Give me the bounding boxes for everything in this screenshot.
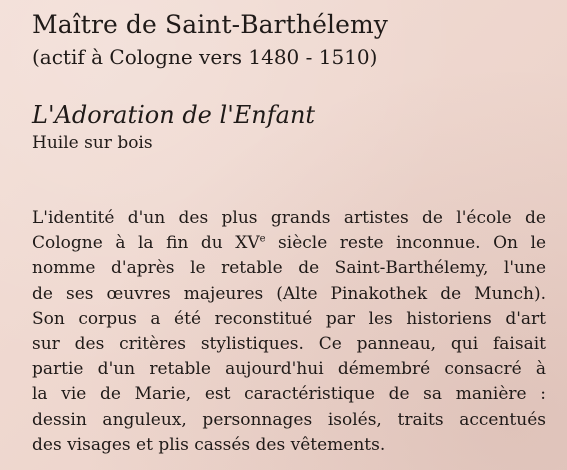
artwork-title: L'Adoration de l'Enfant: [32, 101, 316, 129]
description-text: Son corpus a été reconstitué par les historiens d'art: [32, 308, 546, 329]
description-text: siècle reste inconnue. On le: [265, 233, 546, 254]
description-line: [32, 307, 546, 332]
artist-active-dates: (actif à Cologne vers 1480 - 1510): [32, 45, 378, 69]
description-line: [32, 282, 546, 307]
description-line: [32, 206, 546, 231]
description-text: des visages et plis cassés des vêtements.: [32, 434, 386, 455]
description-line: [32, 256, 546, 281]
artwork-medium: Huile sur bois: [32, 133, 153, 153]
description-text: la vie de Marie, est caractéristique de sa manière :: [32, 384, 546, 405]
description-line: [32, 408, 546, 433]
description-text: partie d'un retable aujourd'hui démembré consacré à: [32, 359, 546, 380]
description-line: [32, 382, 546, 407]
description-line: [32, 433, 546, 458]
description-text: sur des critères stylistiques. Ce panneau, qui faisait: [32, 334, 546, 355]
description-text: de ses œuvres majeures (Alte Pinakothek de Munch).: [32, 283, 546, 304]
description-text: dessin anguleux, personnages isolés, traits accentués: [32, 409, 546, 430]
description-text: nomme d'après le retable de Saint-Barthélemy, l'une: [32, 258, 546, 279]
description-text: Cologne à la fin du XV: [32, 233, 260, 254]
description-text: L'identité d'un des plus grands artistes de l'école de: [32, 208, 546, 228]
description-line: [32, 332, 546, 357]
artwork-description: [32, 206, 546, 458]
century-superscript: e: [259, 233, 266, 245]
artist-name: Maître de Saint-Barthélemy: [32, 10, 388, 39]
description-line: [32, 357, 546, 382]
description-line: [32, 231, 546, 256]
